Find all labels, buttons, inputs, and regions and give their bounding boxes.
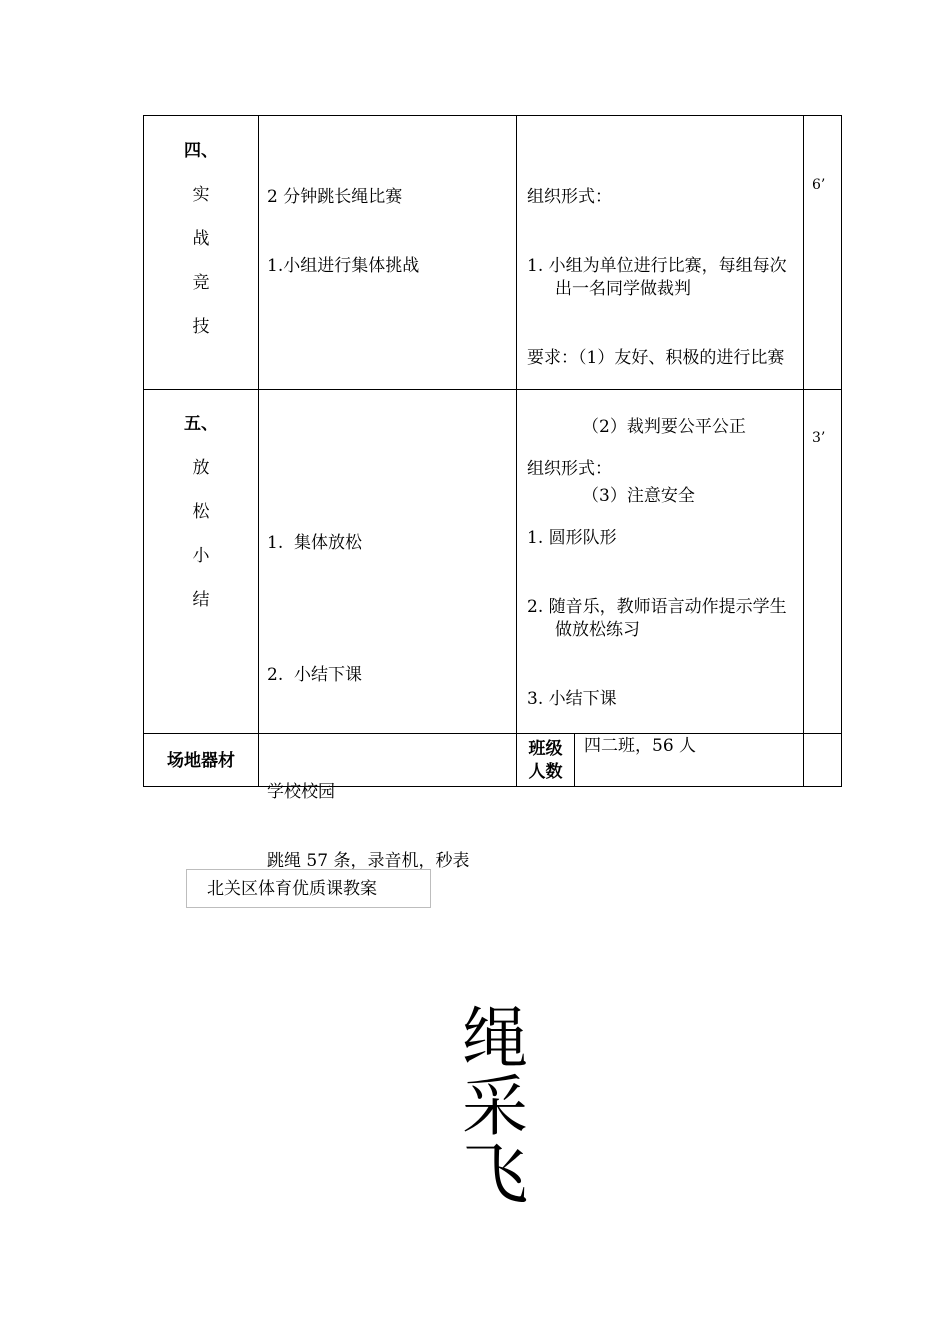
class-size-label [517,738,574,784]
row5-org-title: 组织形式： [527,459,612,479]
venue-line: 跳绳 57 条，录音机，秒表 [267,851,470,871]
row5-org-item: 1. 圆形队形 [527,528,617,548]
cover-title-char: 采 [462,1068,528,1145]
table-col-divider-footer [574,733,575,787]
row5-section-char: 松 [192,502,210,522]
row4-content-line: 1.小组进行集体挑战 [267,256,420,276]
cover-header-text: 北关区体育优质课教案 [207,879,377,899]
row5-content-line: 2. 小结下课 [267,665,363,685]
cover-title-char: 飞 [462,1136,528,1213]
row5-org-item: 3. 小结下课 [527,689,617,709]
row4-section-char: 战 [192,229,210,249]
table-col-divider-1 [258,115,259,787]
cover-title-char: 绳 [462,1000,528,1077]
row4-requirement: （3）注意安全 [582,486,695,506]
row4-section-number: 四、 [184,141,218,161]
row5-section-char: 结 [192,590,210,610]
row5-content-line: 1. 集体放松 [267,533,363,553]
cover-header-box [186,869,431,908]
table-col-divider-3 [803,115,804,787]
row4-org-item: 1. 小组为单位进行比赛，每组每次出一名同学做裁判 [527,256,787,299]
row5-organization [527,412,797,734]
row5-time: 3’ [812,430,826,446]
row4-section-char: 技 [192,317,210,337]
row4-content-line: 2 分钟跳长绳比赛 [267,187,403,207]
row5-section-label [144,402,258,622]
cover-title [455,1000,535,1213]
class-size-label-line: 人数 [528,762,563,782]
venue-line: 学校校园 [267,782,335,802]
row4-org-title: 组织形式： [527,187,612,207]
row4-section-char: 竞 [192,273,210,293]
row5-org-item: 2. 随音乐，教师语言动作提示学生做放松练习 [527,597,787,640]
venue-label: 场地器材 [167,751,235,771]
row4-section-label [144,129,258,349]
row5-section-char: 小 [192,546,210,566]
table-border-top [143,115,842,116]
table-col-divider-2 [516,115,517,787]
row5-section-number: 五、 [184,414,218,434]
class-size-value: 四二班，56 人 [584,736,697,756]
row4-requirement: （2）裁判要公平公正 [582,417,746,437]
row5-section-char: 放 [192,458,210,478]
row4-requirement: 要求：（1）友好、积极的进行比赛 [527,348,785,368]
row5-content [267,433,512,741]
table-border-right [841,115,842,787]
row4-section-char: 实 [192,185,210,205]
class-size-label-line: 班级 [528,739,563,759]
row4-content [267,140,512,301]
row4-time: 6’ [812,177,826,193]
